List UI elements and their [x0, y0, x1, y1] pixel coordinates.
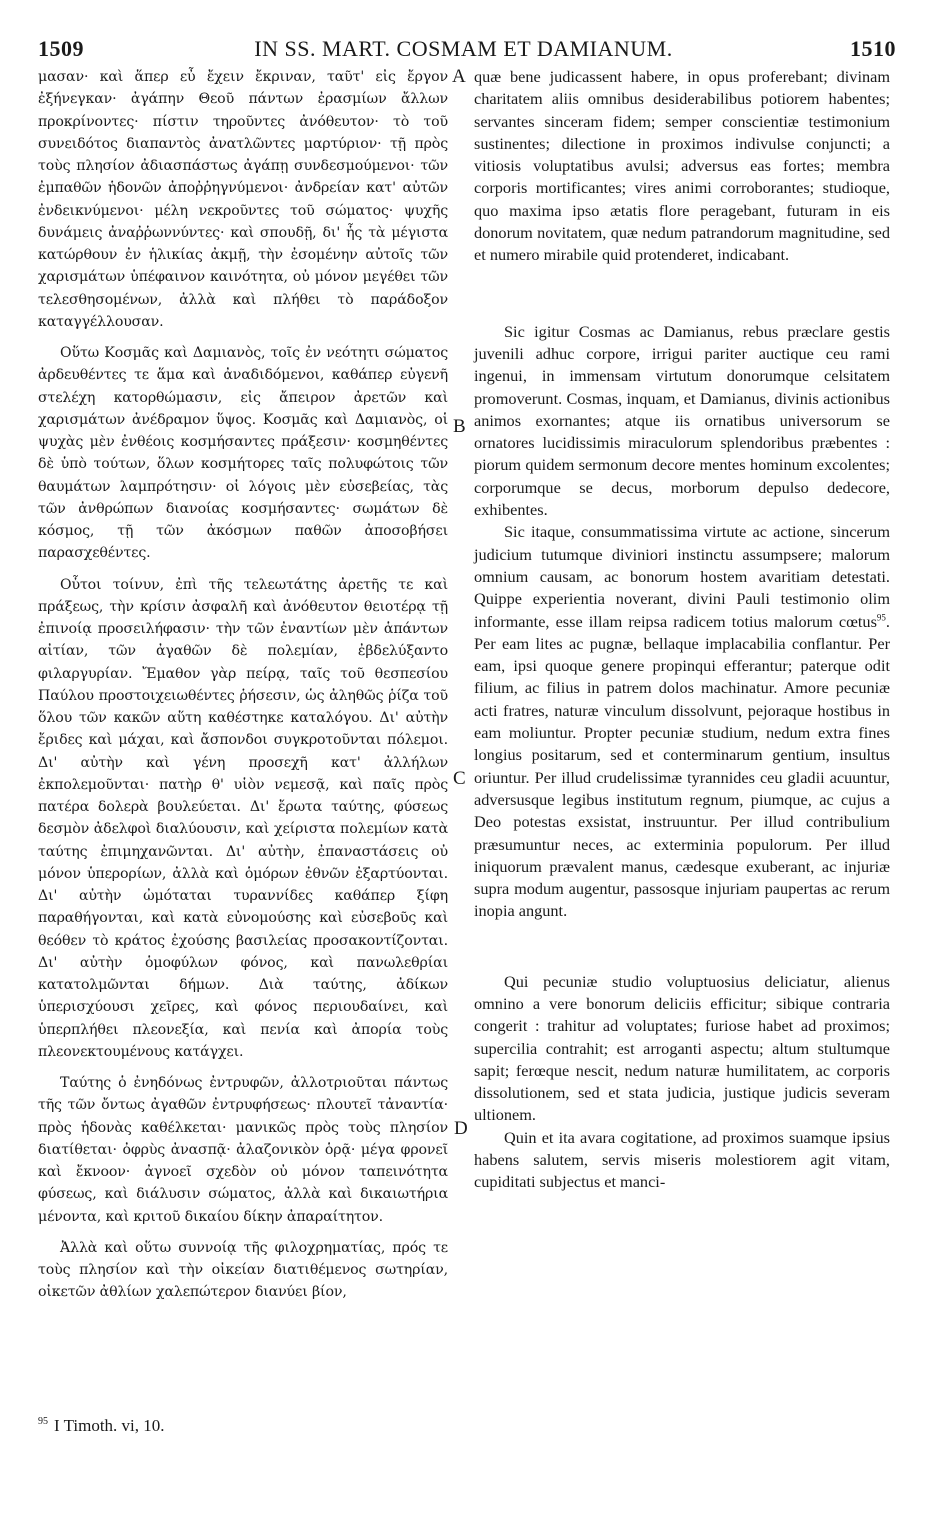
margin-marker-c: C [453, 768, 466, 789]
footnote-reference: 95 [876, 612, 886, 623]
greek-paragraph: Ταύτης ὁ ἐνηδόνως ἐντρυφῶν, ἀλλοτριοῦται πάντως τῆς τῶν ὄντως ἀγαθῶν ἐντρυφήσεως· πλουτεῖ τἀναντία· πρὸς ἡδονὰς καθέλκεται· μανικῶς πρὸς τοὺς πλησίον διατίθεται· ὀφρὺς ἀνασπᾷ· ἀλαζονικὸν ὁρᾷ· μέγα φρονεῖ καὶ ἔκνοον· ἀγνοεῖ σχεδὸν οὐ μόνον ταπεινότητα φύσεως, καὶ διάλυσιν σώματος, ἀλλὰ καὶ δικαιωτήρια μένοντα, καὶ κριτοῦ δικαίου δίκην ἀπαραίτητον. [38, 1075, 448, 1225]
latin-text: Sic itaque, consummatissima virtute ac actione, sincerum judicium tutumque diviniori instinctu assumpsere; malorum omnium causam, ac bonorum hostem avaritiam detestati. Quippe experientia noverant, divini Pauli testimonio olim informante, esse illam reipsa radicem totius malorum cœtus [474, 522, 890, 631]
greek-paragraph: Ἀλλὰ καὶ οὕτω συννοίᾳ τῆς φιλοχρηματίας, πρός τε τοὺς πλησίον καὶ τὴν οἰκείαν διατιθέμενος σωτηρίαν, οἰκετῶν ἀθλίων χαλεπώτερον διανύει βίον, [38, 1239, 448, 1301]
latin-paragraph: Qui pecuniæ studio voluptuosius deliciatur, alienus omnino a vere bonorum deliciis efficitur; sibique contraria congerit : trahitur ad voluptates; furiose habet ad proximos; supercilia contrahit; est arroganti aspectu; altum stultumque sapit; ferœque nescit, nedum naturæ humilitatem, ac corporis dissolutionem, sed et stata judicia, justique judicis severam ultionem. [474, 971, 890, 1125]
greek-paragraph: Οὗτοι τοίνυν, ἐπὶ τῆς τελεωτάτης ἀρετῆς τε καὶ πράξεως, τὴν κρίσιν ἀσφαλῆ καὶ ἀνόθευτον θειοτέρᾳ τῇ ἐπινοίᾳ προσειλήφασιν· τὴν τῶν ἐναντίων μὲν ἁπάντων αἰτίαν, τῶν ἀγαθῶν δὲ πολεμίαν, ἐβδελύξαντο φιλαργυρίαν. Ἔμαθον γὰρ πείρᾳ, ταῖς τοῦ θεσπεσίου Παύλου προστοιχειωθέντες ῥήσεσιν, ὡς ἀληθῶς ῥίζα τοῦ ὅλου τῶν κακῶν αὕτη καθέστηκε καταλόγου. Δι' αὐτὴν ἔριδες καὶ μάχαι, καὶ ἄσπονδοι συγκροτοῦνται πόλεμοι. Δι' αὐτὴν καὶ γένη προσεχῆ κατ' ἀλλήλων ἐκπολεμοῦνται· πατὴρ θ' υἱὸν νεμεσᾷ, καὶ παῖς πρὸς πατέρα δολερὰ βουλεύεται. Δι' ἔρωτα ταύτης, φύσεως δεσμὸν ἀδελφοὶ διαλύουσιν, καὶ χείριστα πολεμίων κατὰ ταύτης ἐπιμηχανῶνται. Δι' αὐτὴν, ἐπαναστάσεις οὐ μόνον ὑπερορίων, ἀλλὰ καὶ ὁμόρων ἐθνῶν ἐξαρτύονται. Δι' αὐτὴν ὠμόταται τυραννίδες καθάπερ ξίφη παραθήγονται, καὶ κατὰ εὐνομούσης καὶ εὐσεβοῦς καὶ θεόθεν τὸ κράτος ἐχούσης βασιλείας προσακοντίζονται. Δι' αὐτὴν ὁμοφύλων φόνος, καὶ πανωλεθρίαι κατατολμῶνται δήμων. Διὰ ταύτης, ἀδίκων ὑπερισχύουσι χεῖρες, καὶ φόνος περιουδαίνει, καὶ ὑπερπλήθει πλεονεξία, καὶ πενία καὶ ἀπορία τοὺς πλεονεκτουμένους κατάγχει. [38, 576, 448, 1060]
latin-text: . Per eam lites ac pugnæ, bellaque implacabilia conflantur. Per eam, ipsi quoque genere propinqui efferantur; paterque odit filium, ac filius in patrem dolos machinatur. Amore pecuniæ acti fratres, naturæ vinculum dissolvunt, pejoraque hostibus in eam moliuntur. Propter pecuniæ studium, nedum extra fines longius positarum, sed et conterminarum gentium, insultus oriuntur. Per illud crudelissimæ tyrannides ceu gladii acuuntur, adversusque legibus institutum regnum, piumque, ac cujus a Deo potestas exsistat, instruuntur. Per illud contribulium præsumuntur neces, ac exterminia populorum. Per illud iniquorum prævalent manus, cædesque exuberant, ac injuriæ supra modum augentur, passosque injuriam paupertas ac rerum inopia angunt. [474, 611, 890, 921]
running-title: IN SS. MART. COSMAM ET DAMIANUM. [254, 36, 673, 61]
margin-marker-d: D [454, 1118, 468, 1139]
latin-paragraph: Sic igitur Cosmas ac Damianus, rebus præclare gestis juvenili adhuc corpore, irrigui pariter auctique ceu rami ingenui, in immensam virtutum donorumque celsitatem promoverunt. Cosmas, inquam, et Damianus, divinis actionibus animos exornantes; atque iis ornatibus universorum se ornatores lucidissimis miraculorum splendoribus præbentes : piorum quidem sermonum decore mentes hominum excolentes; corporumque se decus, morborum depulso dedecore, exhibentes. [474, 321, 890, 520]
greek-column [38, 66, 448, 1313]
margin-marker-a: A [452, 66, 466, 87]
latin-column [474, 66, 890, 1194]
running-header [0, 36, 927, 66]
margin-marker-b: B [453, 416, 466, 437]
footnote [38, 1416, 438, 1436]
latin-paragraph: Quin et ita avara cogitatione, ad proximos suamque ipsius habens salutem, servis miseris molestiorem agit vitam, cupiditati subjectus et manci- [474, 1127, 890, 1192]
footnote-text: I Timoth. vi, 10. [54, 1416, 165, 1435]
footnote-number: 95 [38, 1416, 48, 1428]
latin-paragraph [474, 521, 890, 922]
greek-paragraph: Οὕτω Κοσμᾶς καὶ Δαμιανὸς, τοῖς ἐν νεότητι σώματος ἀρδευθέντες τε ἅμα καὶ ἀναδιδόμενοι, καθάπερ εὐγενῆ στελέχη κατορθώμασιν, εἰς ἄπειρον ἀρετῶν καὶ χαρισμάτων ἀνέδραμον ὕψος. Κοσμᾶς καὶ Δαμιανὸς, οἱ ψυχὰς μὲν ἐνθέοις κοσμήσαντες πράξεσιν· κοσμηθέντες δὲ ὑπὸ τούτων, ὅλων κοσμήτορες ταῖς πολυφώτοις τῶν θαυμάτων λαμπρότησιν· οἱ λόγοις μὲν εὐσεβείας, τὰς τῶν ἀνθρώπων διανοίας κοσμήσαντες· σωμάτων δὲ κόσμος, τῇ τῶν ἀκόσμων παθῶν ἀποσοβήσει παρασχεθέντες. [38, 345, 448, 562]
page-number-left: 1509 [38, 36, 84, 61]
latin-paragraph: quæ bene judicassent habere, in opus proferebant; divinam charitatem aliis omnibus desiderabilibus potiorem habentes; servantes sinceram fidem; semper conscientiæ testimonium sustinentes; dilectione in proximos indivulse conjuncti; a vitiosis voluptatibus avulsi; adversus eas fortes; membra corporis mortificantes; vires animi corroborantes; studioque, quo maxima ipso ætatis flore peragebant, futuram in eis donorum novitatem, quæ nedum patrandorum magnitudine, sed et numero mirabile quid protenderet, indicabant. [474, 67, 890, 265]
greek-paragraph: μασαν· καὶ ἅπερ εὖ ἔχειν ἔκριναν, ταῦτ' εἰς ἔργον ἐξήνεγκαν· ἀγάπην Θεοῦ πάντων ἐρασμίων ἄλλων προκρίνοντες· πίστιν τηροῦντες ἀνόθευτον· τὸ τοῦ συνειδότος διαπαντὸς ἀνατλῶντες μαρτύριον· τῇ πρὸς τοὺς πλησίον ἀδιασπάστως ἀγάπῃ συνδεσμούμενοι· τῶν ἐμπαθῶν ἡδονῶν ἀποῤῥηγνύμενοι· ἀνδρείαν κατ' αὐτῶν ἐνδεικνύμενοι· μέλη νεκροῦντες τοῦ σώματος· ψυχῆς δυνάμεις ἀναῤῥωννύντες· καὶ σπουδῇ, δι' ἧς τὰ μέγιστα κατώρθουν ἐν ἡλικίας ἀκμῇ, τὴν ἐσομένην αὐτοῖς τῶν χαρισμάτων ὑπέφαινον καινότητα, οὐ μόνον μεγέθει τῶν τελεσθησομένων, ἀλλὰ καὶ πλήθει τὸ παράδοξον καταγγέλλουσαν. [38, 69, 448, 330]
page-number-right: 1510 [850, 36, 896, 61]
